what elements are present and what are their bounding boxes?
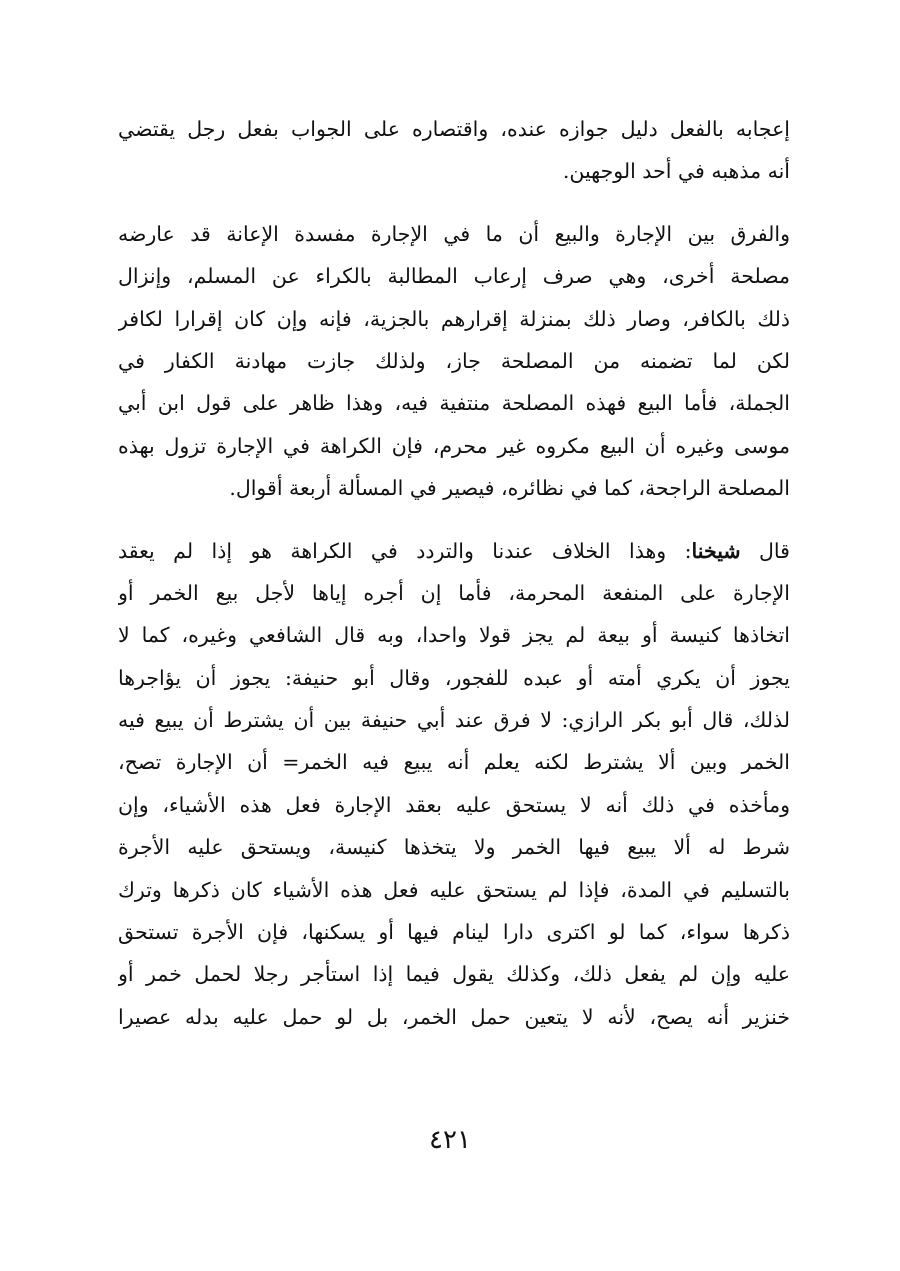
line-prefix: قال <box>740 538 790 563</box>
author-name: شيخنا <box>691 538 741 563</box>
paragraph-2 <box>118 213 790 510</box>
text-line: شرط له ألا يبيع فيها الخمر ولا يتخذها كنيسة، ويستحق عليه الأجرة <box>118 835 790 860</box>
text-line: مصلحة أخرى، وهي صرف إرعاب المطالبة بالكراء عن المسلم، وإنزال <box>118 264 790 289</box>
paragraph-3 <box>118 530 790 1039</box>
text-line: موسى وغيره أن البيع مكروه غير محرم، فإن الكراهة في الإجارة تزول بهذه <box>118 433 790 458</box>
paragraph-1 <box>118 108 790 193</box>
text-line: لكن لما تضمنه من المصلحة جاز، ولذلك جازت مهادنة الكفار في <box>118 348 790 373</box>
text-line: الإجارة على المنفعة المحرمة، فأما إن أجره إياها لأجل بيع الخمر أو <box>118 580 790 605</box>
text-line: اتخاذها كنيسة أو بيعة لم يجز قولا واحدا، وبه قال الشافعي وغيره، كما لا <box>118 623 790 648</box>
text-line: ذلك بالكافر، وصار ذلك بمنزلة إقرارهم بالجزية، فإنه وإن كان إقرارا لكافر <box>118 306 790 331</box>
page-number: ٤٢١ <box>429 1125 471 1155</box>
text-line-first <box>118 530 790 572</box>
text-line: يجوز أن يكري أمته أو عبده للفجور، وقال أبو حنيفة: يجوز أن يؤاجرها <box>118 665 790 690</box>
text-line: خنزير أنه يصح، لأنه لا يتعين حمل الخمر، بل لو حمل عليه بدله عصيرا <box>118 1004 790 1029</box>
text-line: بالتسليم في المدة، فإذا لم يستحق عليه فعل هذه الأشياء كان ذكرها وترك <box>118 877 790 902</box>
text-line: ذكرها سواء، كما لو اكترى دارا لينام فيها أو يسكنها، فإن الأجرة تستحق <box>118 920 790 945</box>
text-line: ومأخذه في ذلك أنه لا يستحق عليه بعقد الإجارة فعل هذه الأشياء، وإن <box>118 792 790 817</box>
text-line: لذلك، قال أبو بكر الرازي: لا فرق عند أبي حنيفة بين أن يشترط أن يبيع فيه <box>118 708 790 733</box>
text-line: الخمر وبين ألا يشترط لكنه يعلم أنه يبيع فيه الخمر= أن الإجارة تصح، <box>118 750 790 775</box>
text-line: إعجابه بالفعل دليل جوازه عنده، واقتصاره على الجواب بفعل رجل يقتضي <box>118 117 790 141</box>
line-rest: : وهذا الخلاف عندنا والتردد في الكراهة هو إذا لم يعقد <box>118 538 692 563</box>
text-line: المصلحة الراجحة، كما في نظائره، فيصير في المسألة أربعة أقوال. <box>229 476 790 501</box>
body-text <box>118 108 790 1058</box>
text-line: والفرق بين الإجارة والبيع أن ما في الإجارة مفسدة الإعانة قد عارضه <box>118 221 790 246</box>
text-line: عليه وإن لم يفعل ذلك، وكذلك يقول فيما إذا استأجر رجلا لحمل خمر أو <box>118 962 790 987</box>
text-line: الجملة، فأما البيع فهذه المصلحة منتفية فيه، وهذا ظاهر على قول ابن أبي <box>118 391 790 416</box>
text-line: أنه مذهبه في أحد الوجهين. <box>562 159 790 184</box>
